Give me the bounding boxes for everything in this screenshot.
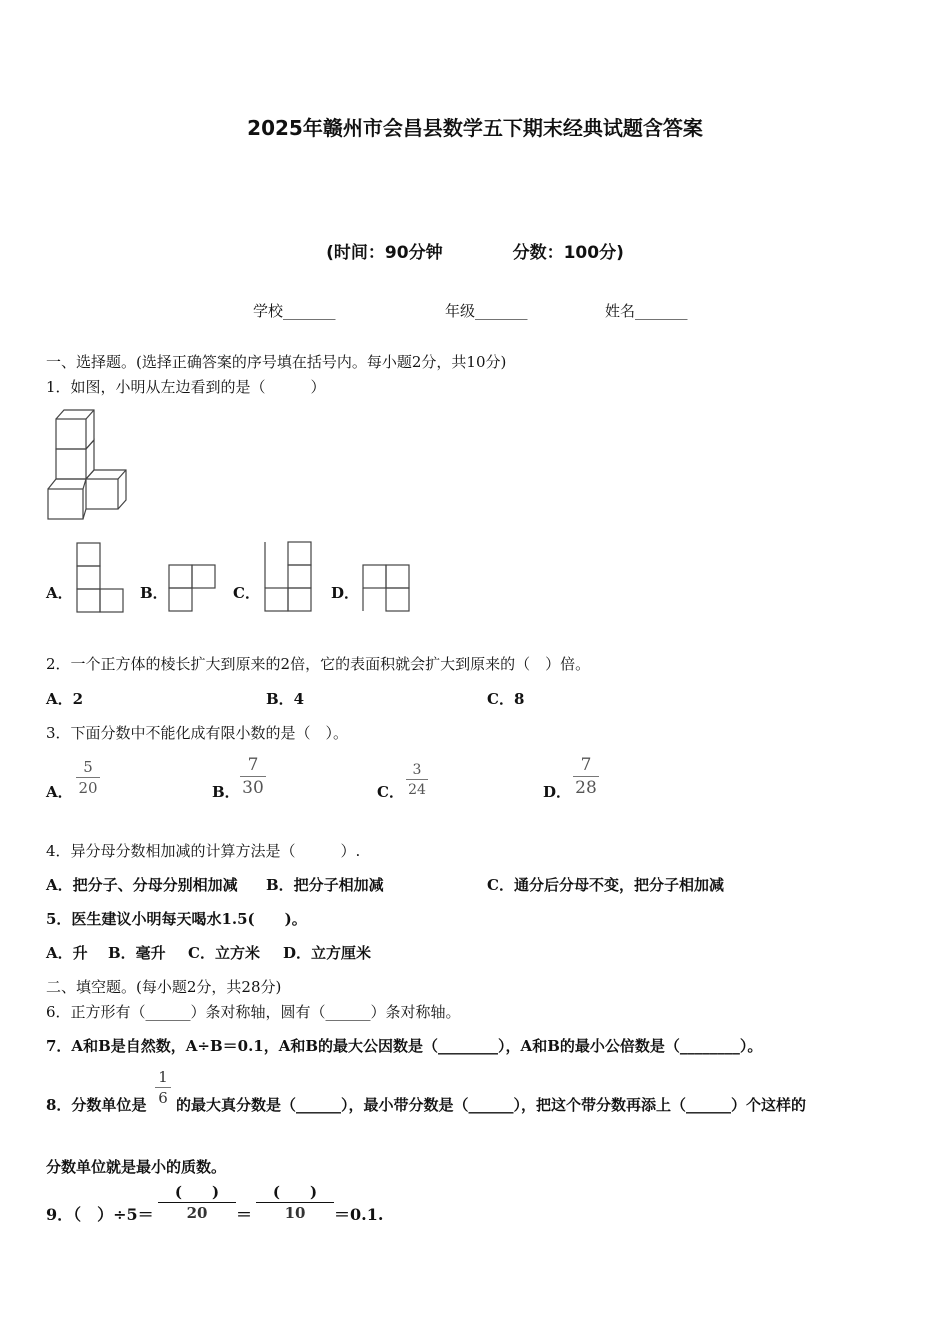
question-7[interactable]: 7．A和B是自然数，A÷B＝0.1，A和B的最大公因数是（________），A和B的最小公倍数是（________）。 [46, 1037, 763, 1055]
question-8-suffix[interactable]: 的最大真分数是（______），最小带分数是（______），把这个带分数再添上（______）个这样的 [176, 1096, 807, 1114]
question-1: 1．如图，小明从左边看到的是（ ） [46, 378, 326, 396]
q4-option-a[interactable]: A．把分子、分母分别相加减 [46, 876, 238, 894]
q3-option-c[interactable]: C． [377, 783, 404, 801]
q1-option-d-figure [360, 564, 412, 614]
q4-option-c[interactable]: C．通分后分母不变，把分子相加减 [487, 876, 724, 894]
q3-option-b-fraction: 7 30 [240, 757, 266, 797]
q2-option-b[interactable]: B．4 [266, 690, 305, 708]
section-2-heading: 二、填空题。(每小题2分，共28分) [46, 978, 282, 996]
q1-option-a[interactable]: A． [46, 584, 73, 602]
q3-option-c-fraction: 3 24 [406, 763, 428, 797]
grade-field[interactable]: 年级_______ [445, 302, 528, 320]
question-5: 5．医生建议小明每天喝水1.5( )。 [46, 910, 307, 928]
q1-option-a-figure [76, 542, 126, 614]
question-2: 2．一个正方体的棱长扩大到原来的2倍，它的表面积就会扩大到原来的（ ）倍。 [46, 655, 591, 673]
name-field[interactable]: 姓名_______ [605, 302, 688, 320]
q9-equals: ＝ [236, 1205, 253, 1224]
q1-option-c[interactable]: C． [233, 584, 260, 602]
question-8-prefix: 8．分数单位是 [46, 1096, 147, 1114]
q5-option-a[interactable]: A．升 [46, 944, 88, 962]
q2-option-a[interactable]: A．2 [46, 690, 84, 708]
q3-option-b[interactable]: B． [212, 783, 240, 801]
school-field[interactable]: 学校_______ [253, 302, 336, 320]
q3-option-a[interactable]: A． [46, 783, 73, 801]
question-3: 3．下面分数中不能化成有限小数的是（ ）。 [46, 724, 349, 742]
q1-option-d[interactable]: D． [331, 584, 360, 602]
q1-option-b-figure [168, 564, 218, 614]
question-9-prefix[interactable]: 9．（ ）÷5＝ [46, 1205, 154, 1224]
question-8-line2: 分数单位就是最小的质数。 [46, 1158, 227, 1176]
exam-score: 分数：100分) [512, 243, 624, 263]
q2-option-c[interactable]: C．8 [487, 690, 525, 708]
question-6[interactable]: 6．正方形有（______）条对称轴，圆有（______）条对称轴。 [46, 1003, 461, 1021]
exam-time: (时间：90分钟 [326, 243, 443, 263]
q1-option-c-figure [262, 540, 314, 614]
q8-fraction: 1 6 [155, 1070, 171, 1106]
q1-option-b[interactable]: B． [140, 584, 168, 602]
section-1-heading: 一、选择题。(选择正确答案的序号填在括号内。每小题2分，共10分) [46, 353, 507, 371]
q5-option-c[interactable]: C．立方米 [188, 944, 260, 962]
page-title: 2025年赣州市会昌县数学五下期末经典试题含答案 [247, 116, 703, 140]
q9-fraction-2: ( ) 10 [256, 1185, 334, 1221]
exam-meta [0, 238, 950, 263]
q5-option-d[interactable]: D．立方厘米 [283, 944, 372, 962]
q9-fraction-1: ( ) 20 [158, 1185, 236, 1221]
q3-option-d[interactable]: D． [543, 783, 572, 801]
q4-option-b[interactable]: B．把分子相加减 [266, 876, 384, 894]
q3-option-a-fraction: 5 20 [76, 760, 100, 796]
q3-option-d-fraction: 7 28 [573, 757, 599, 797]
cube-stack-figure [44, 405, 134, 525]
question-9-suffix: ＝0.1. [334, 1205, 384, 1224]
q5-option-b[interactable]: B．毫升 [108, 944, 166, 962]
question-4: 4．异分母分数相加减的计算方法是（ ）. [46, 842, 361, 860]
